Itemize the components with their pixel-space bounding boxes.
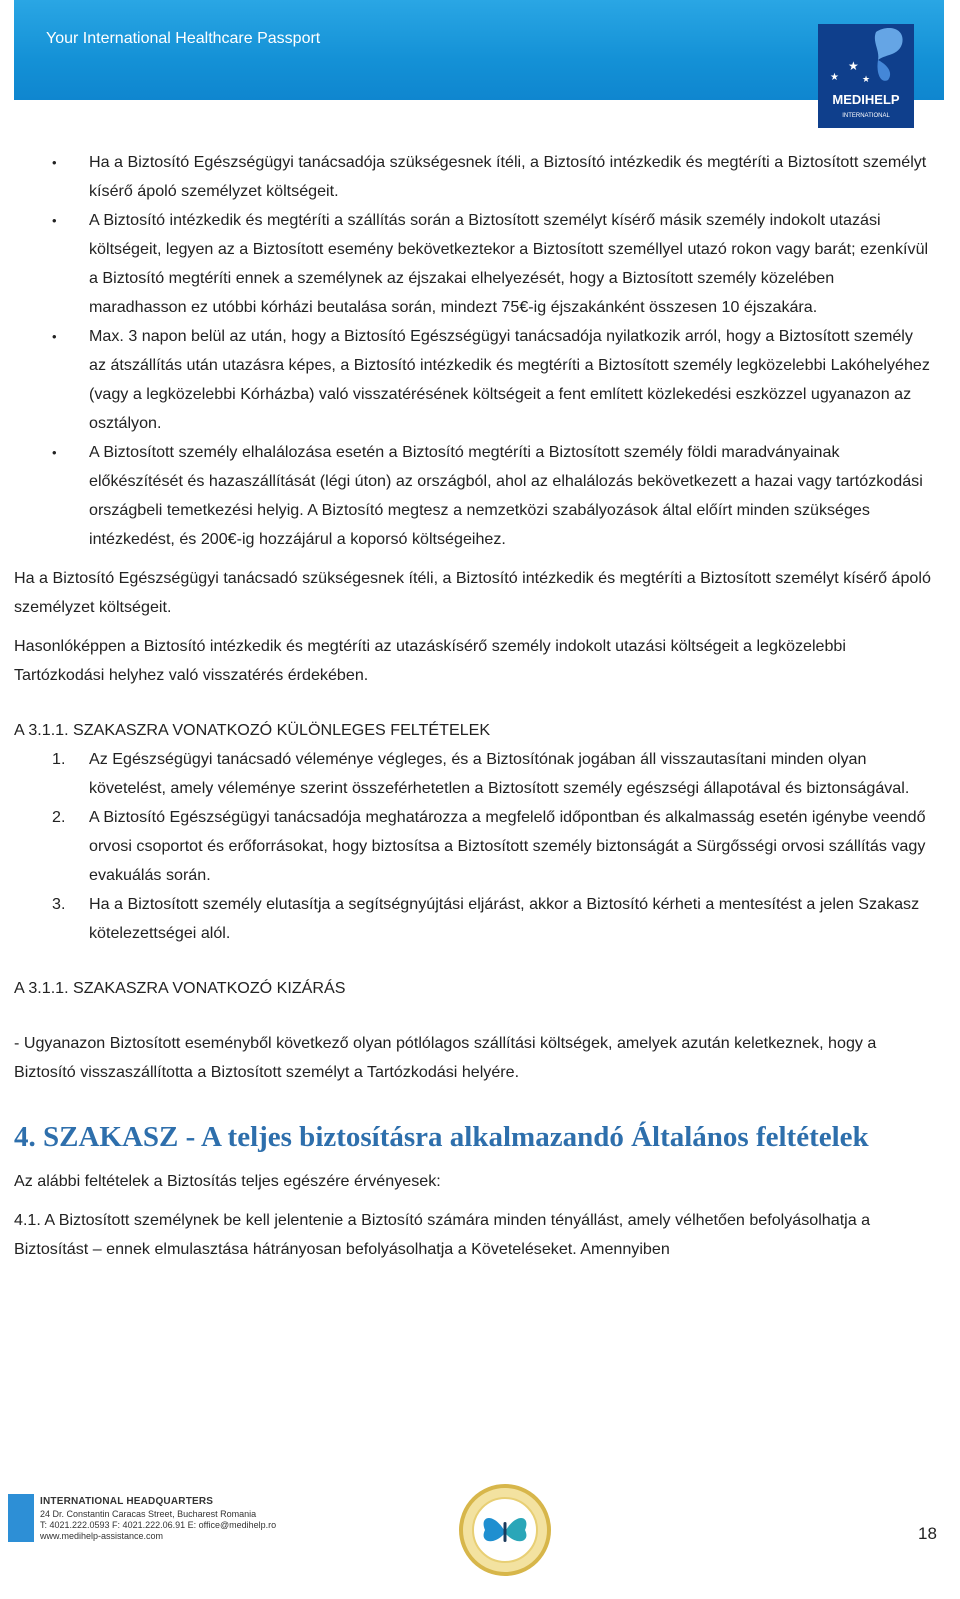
svg-text:★: ★ xyxy=(862,75,871,85)
numbered-list xyxy=(14,745,932,948)
butterfly-seal-icon xyxy=(457,1482,553,1578)
hq-title: INTERNATIONAL HEADQUARTERS xyxy=(40,1496,214,1507)
bullet-text: Ha a Biztosító Egészségügyi tanácsadója szükségesnek ítéli, a Biztosító intézkedik és megtéríti a Biztosított személyt kísérő ápoló személyzet költségeit. xyxy=(89,153,927,200)
section-intro: Az alábbi feltételek a Biztosítás teljes egészére érvényesek: xyxy=(14,1172,441,1190)
item-text: Ha a Biztosított személy elutasítja a segítségnyújtási eljárást, akkor a Biztosító kérheti a mentesítést a jelen Szakasz kötelezettségei alól. xyxy=(89,895,920,942)
hq-address: 24 Dr. Constantin Caracas Street, Bucharest Romania xyxy=(40,1509,257,1519)
list-item xyxy=(14,206,932,322)
item-text: Az Egészségügyi tanácsadó véleménye végleges, és a Biztosítónak jogában áll visszautasítani minden olyan követelést, amely véleménye szerint összeférhetetlen a Biztosított személy egészségi állapotával és biztonságával. xyxy=(89,750,910,797)
exclusion-text: - Ugyanazon Biztosított eseményből következő olyan pótlólagos szállítási költségek, amelyek azután keletkeznek, hogy a Biztosító visszaszállította a Biztosított személyt a Tartózkodási helyére. xyxy=(14,1034,877,1081)
section-title: 4. SZAKASZ - A teljes biztosításra alkalmazandó Általános feltételek xyxy=(14,1121,869,1153)
list-item xyxy=(14,148,932,206)
bullet-text: A Biztosított személy elhalálozása esetén a Biztosító megtéríti a Biztosított személy földi maradványainak előkészítését és hazaszállítását (légi úton) az országból, ahol az elhalálozás bekövetkezett a hazai vagy tartózkodási országbeli temetkezési helyig. A Biztosító megtesz a nemzetközi szabályozások által előírt minden szükséges intézkedést, és 200€-ig hozzájárul a koporsó költségeihez. xyxy=(89,443,923,548)
svg-text:★: ★ xyxy=(848,59,859,73)
bullet-marker: • xyxy=(52,213,57,228)
bullet-marker: • xyxy=(52,329,57,344)
list-item xyxy=(14,745,932,803)
special-conditions-heading: A 3.1.1. SZAKASZRA VONATKOZÓ KÜLÖNLEGES FELTÉTELEK xyxy=(14,721,491,739)
item-number: 2. xyxy=(52,808,66,826)
item-text: A Biztosító Egészségügyi tanácsadója meghatározza a megfelelő időpontban és alkalmasság esetén igénybe veendő orvosi csoportot és erőforrásokat, hogy biztosítsa a Biztosított személy biztonságát a Sürgősségi orvosi szállítás vagy evakuálás során. xyxy=(89,808,926,884)
paragraph-companion-costs: Hasonlóképpen a Biztosító intézkedik és megtéríti az utazáskísérő személy indokolt utazási költségeit a legközelebbi Tartózkodási helyhez való visszatérés érdekében. xyxy=(14,637,846,684)
list-item xyxy=(14,803,932,890)
bullet-text: A Biztosító intézkedik és megtéríti a szállítás során a Biztosított személyt kísérő másik személy indokolt utazási költségeit, legyen az a Biztosított esemény bekövetkeztekor a Biztosított személlyel utazó rokon vagy barát; ezenkívül a Biztosító megtéríti ennek a személynek az éjszakai elhelyezését, hogy a Biztosított személy közelében maradhasson ez utóbbi kórházi beutalása során, mindezt 75€-ig éjszakánként összesen 10 éjszakára. xyxy=(89,211,929,316)
item-number: 3. xyxy=(52,895,66,913)
paragraph-nurse-costs: Ha a Biztosító Egészségügyi tanácsadó szükségesnek ítéli, a Biztosító intézkedik és megtéríti a Biztosított személyt kísérő ápoló személyzet költségeit. xyxy=(14,569,931,616)
list-item xyxy=(14,322,932,438)
bullet-list xyxy=(14,148,932,554)
svg-text:★: ★ xyxy=(830,72,839,83)
header-banner xyxy=(14,0,944,100)
list-item xyxy=(14,890,932,948)
logo-name: MEDIHELP xyxy=(832,92,900,107)
item-number: 1. xyxy=(52,750,66,768)
footer-headquarters xyxy=(8,1492,308,1552)
bullet-marker: • xyxy=(52,445,57,460)
bullet-marker: • xyxy=(52,155,57,170)
hq-logo-bar xyxy=(8,1494,34,1542)
exclusion-heading: A 3.1.1. SZAKASZRA VONATKOZÓ KIZÁRÁS xyxy=(14,979,346,997)
document-body xyxy=(14,148,932,1264)
page-number: 18 xyxy=(918,1524,937,1543)
logo-sub: INTERNATIONAL xyxy=(842,113,890,119)
bullet-text: Max. 3 napon belül az után, hogy a Biztosító Egészségügyi tanácsadója nyilatkozik arról, hogy a Biztosított személy az átszállítás után utazásra képes, a Biztosító intézkedik és megtéríti a Biztosított személy legközelebbi Lakóhelyéhez (vagy a legközelebbi Kórházba) való visszatérésének költségeit a fent említett közlekedési eszközzel ugyanazon az osztályon. xyxy=(89,327,930,432)
medihelp-logo xyxy=(818,24,914,128)
list-item xyxy=(14,438,932,554)
section-4-1: 4.1. A Biztosított személynek be kell jelentenie a Biztosító számára minden tényállást, amely vélhetően befolyásolhatja a Biztosítást – ennek elmulasztása hátrányosan befolyásolhatja a Követeléseket. Amennyiben xyxy=(14,1211,871,1258)
hq-contact: T: 4021.222.0593 F: 4021.222.06.91 E: office@medihelp.ro xyxy=(40,1520,277,1530)
header-tagline: Your International Healthcare Passport xyxy=(46,30,321,47)
hq-website: www.medihelp-assistance.com xyxy=(40,1531,164,1541)
